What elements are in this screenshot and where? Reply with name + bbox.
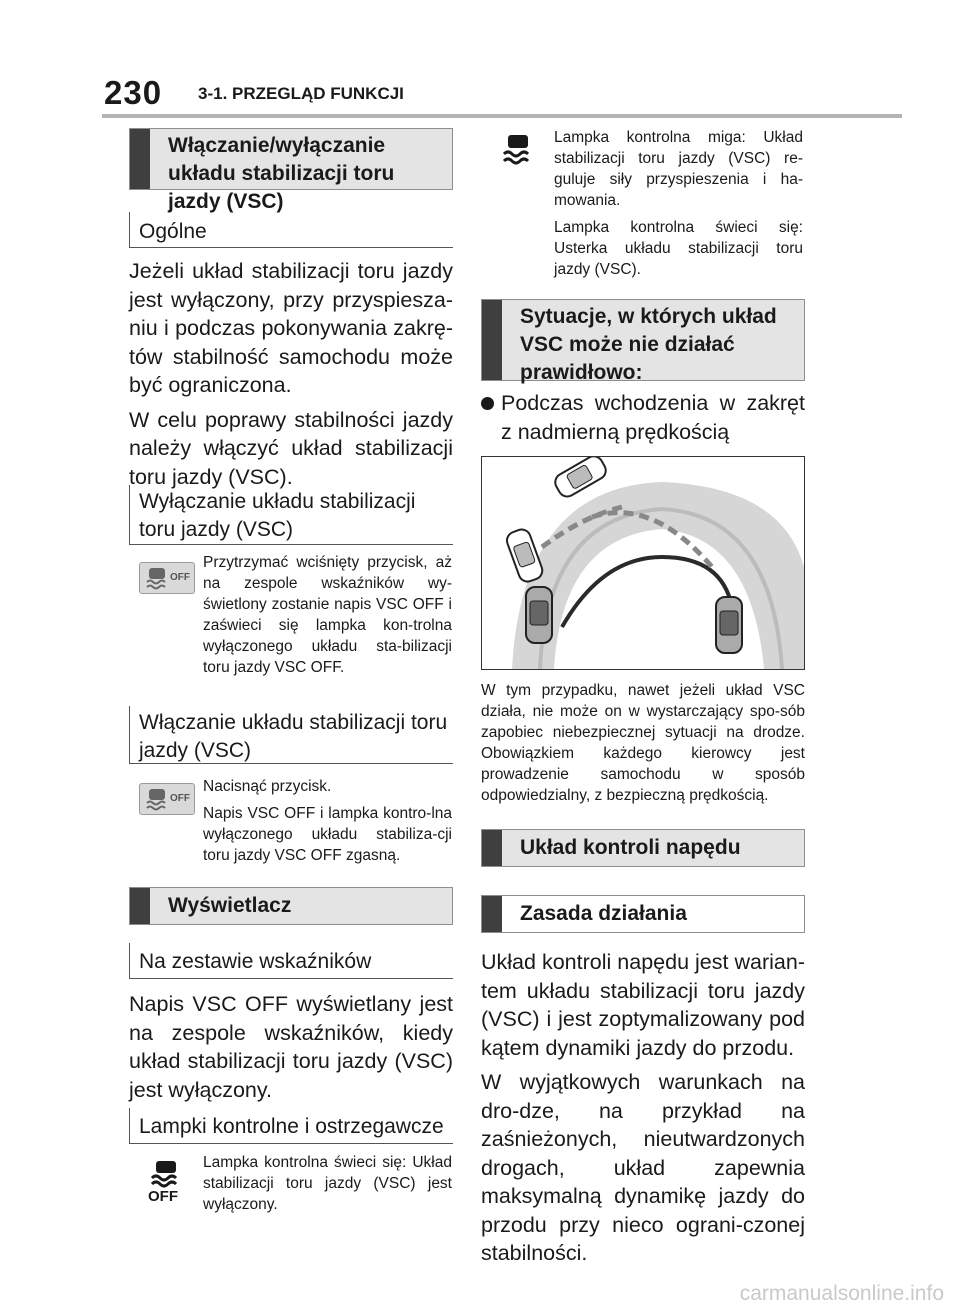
skid-car-icon [144, 566, 170, 590]
off-label: OFF [170, 793, 190, 804]
car-bottom-right [716, 597, 742, 653]
ogolne-heading: Ogólne [129, 212, 453, 248]
page-number: 230 [104, 74, 163, 111]
car-bottom-left [526, 587, 552, 643]
box-naped [481, 829, 805, 867]
vsc-indicator-icon [498, 133, 538, 167]
illustration-caption: W tym przypadku, nawet jeżeli układ VSC działa, nie może on w wystarczający spo-sób zapobiec niebezpiecznej sytuacji na drodze. Obowiązkiem każdego kierowcy jest prowadzenie samochodu w sposób odpowiedzialny, z bezpieczną prędkością. [481, 682, 805, 804]
section-title: 3-1. PRZEGLĄD FUNKCJI [198, 84, 404, 103]
road-curve-drawing [482, 457, 804, 669]
zestaw-heading: Na zestawie wskaźników [129, 943, 453, 979]
vsc-skid-icon [498, 133, 538, 167]
indicator-off-label: OFF [148, 1188, 178, 1205]
vsc-off-indicator-icon [146, 1160, 186, 1204]
box-zasada [481, 895, 805, 933]
box-zasada-title: Zasada działania [520, 902, 687, 925]
lampka-miga: Lampka kontrolna miga: Układ stabilizacji toru jazdy (VSC) re-guluje siły przyspieszenia i ha-mowania. [554, 129, 803, 209]
wylaczanie-heading: Wyłączanie układu stabilizacji toru jazdy (VSC) [129, 485, 453, 545]
wlaczanie-text2: Napis VSC OFF i lampka kontro-lna wyłączonego układu stabiliza-cji toru jazdy VSC OFF zgasną. [203, 805, 452, 864]
car-left [504, 527, 544, 584]
box-sytuacje-title: Sytuacje, w których układ VSC może nie działać prawidłowo: [520, 305, 777, 384]
naped-p2: W wyjątkowych warunkach na dro-dze, na przykład na zaśnieżonych, nieutwardzonych drogach, układ zapewnia maksymalną dynamikę jazdy do przodu przy nieco ograni-czonej stabilności. [481, 1070, 805, 1265]
box-bar [130, 129, 150, 189]
box-vsc-toggle-title: Włączanie/wyłączanie układu stabilizacji toru jazdy (VSC) [168, 134, 395, 213]
vsc-off-button-icon [139, 562, 195, 594]
box-bar [482, 896, 502, 932]
wlaczanie-text [203, 776, 452, 872]
off-label: OFF [170, 572, 190, 583]
curve-illustration [481, 456, 805, 670]
bullet-text: Podczas wchodzenia w zakręt z nadmierną prędkością [501, 391, 805, 444]
car-top [552, 457, 609, 500]
zestaw-text: Napis VSC OFF wyświetlany jest na zespole wskaźników, kiedy układ stabilizacji toru jazdy (VSC) jest wyłączony. [129, 992, 453, 1102]
box-bar [482, 830, 502, 866]
wlaczanie-text1: Nacisnąć przycisk. [203, 778, 332, 795]
lampki-heading: Lampki kontrolne i ostrzegawcze [129, 1108, 453, 1144]
skid-car-icon [144, 787, 170, 811]
header-rule [102, 114, 902, 118]
box-naped-title: Układ kontroli napędu [520, 836, 741, 859]
ogolne-text [129, 257, 453, 497]
box-sytuacje [481, 299, 805, 384]
naped-p1: Układ kontroli napędu jest warian-tem układu stabilizacji toru jazdy (VSC) i jest zoptymalizowany pod kątem dynamiki jazdy do przodu. [481, 950, 805, 1060]
wylaczanie-text: Przytrzymać wciśnięty przycisk, aż na zespole wskaźników wy-świetlony zostanie napis VSC OFF i zaświeci się lampka kon-trolna wyłączonego układu sta-bilizacji toru jazdy VSC OFF. [203, 554, 452, 676]
bullet-item [481, 389, 805, 446]
box-wyswietlacz [129, 887, 453, 925]
box-vsc-toggle [129, 128, 453, 213]
bullet-dot [481, 397, 494, 410]
box-bar [130, 888, 150, 924]
wlaczanie-heading: Włączanie układu stabilizacji toru jazdy (VSC) [129, 706, 453, 764]
vsc-off-button-icon-2 [139, 783, 195, 815]
naped-text [481, 948, 805, 1274]
lampki-text: Lampka kontrolna świeci się: Układ stabilizacji toru jazdy (VSC) jest wyłączony. [203, 1154, 452, 1213]
ogolne-p2: W celu poprawy stabilności jazdy należy włączyć układ stabilizacji toru jazdy (VSC). [129, 407, 453, 489]
lampka-swieci: Lampka kontrolna świeci się: Usterka układu stabilizacji toru jazdy (VSC). [554, 219, 803, 278]
box-wyswietlacz-title: Wyświetlacz [168, 894, 292, 917]
watermark: carmanualsonline.info [739, 1282, 944, 1305]
box-bar [482, 300, 502, 380]
ogolne-p1: Jeżeli układ stabilizacji toru jazdy jest wyłączony, przy przyspiesza-niu i podczas pokonywania zakrę-tów stabilność samochodu może być ograniczona. [129, 259, 453, 397]
lampka-text [554, 127, 803, 286]
